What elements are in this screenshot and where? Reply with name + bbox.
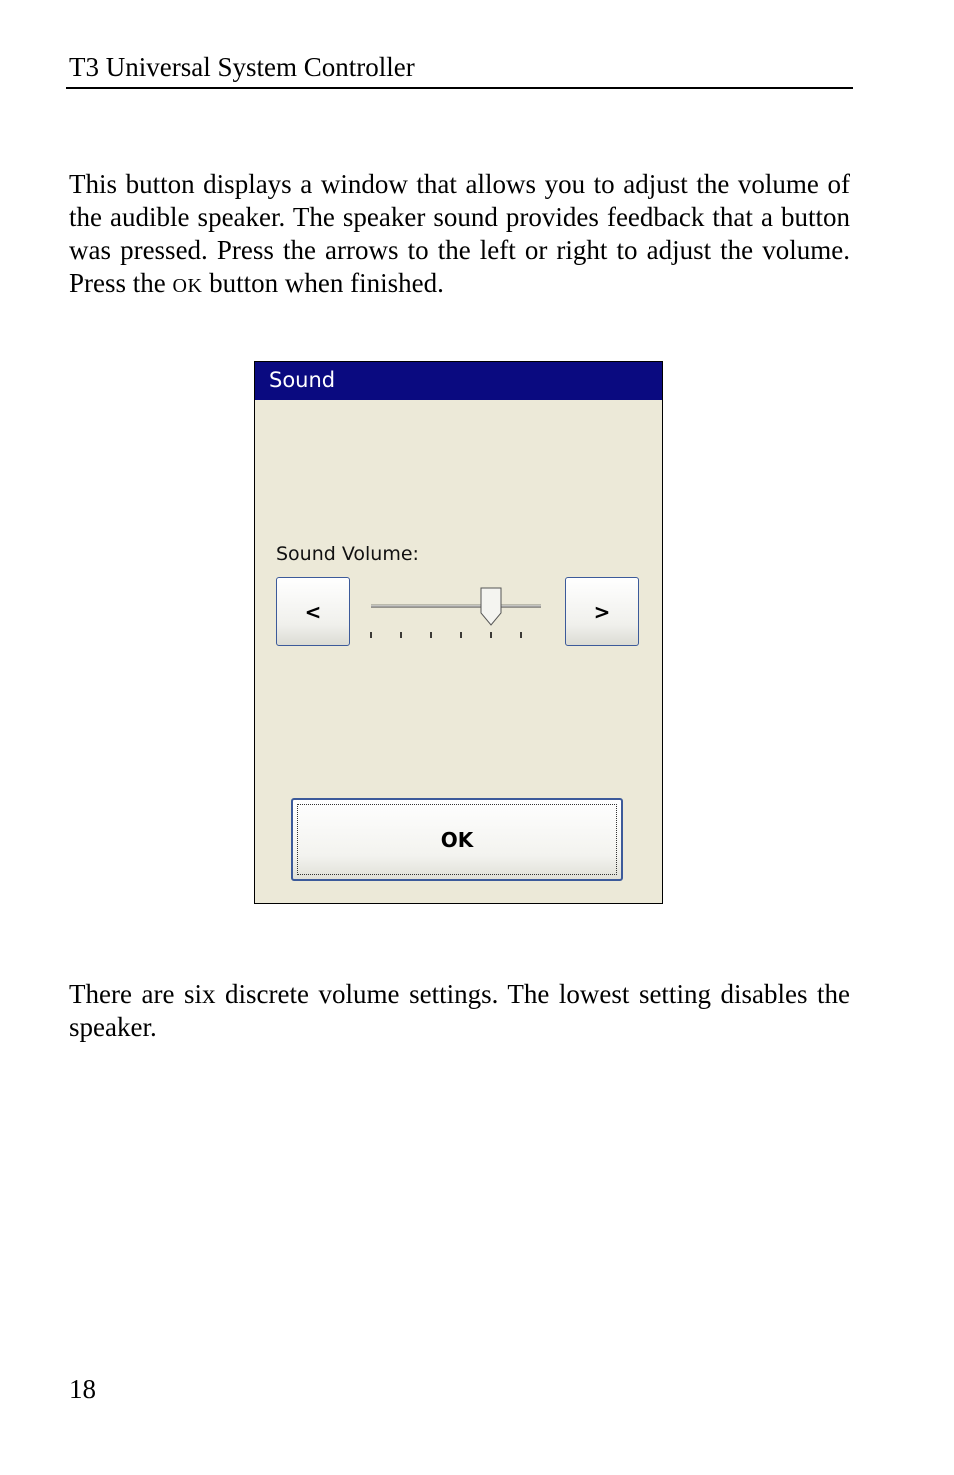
volume-decrease-label: < (304, 599, 322, 624)
volume-slider[interactable] (360, 577, 550, 647)
slider-ticks (371, 632, 521, 638)
volume-decrease-button[interactable] (276, 577, 350, 646)
header-rule (66, 87, 853, 89)
volume-increase-label: > (593, 599, 611, 624)
ok-button[interactable] (291, 798, 623, 881)
slider-thumb[interactable] (481, 588, 501, 625)
ok-button-label: OK (440, 827, 474, 852)
intro-ok-word: OK (172, 275, 203, 297)
slider-track (371, 605, 541, 607)
footer-paragraph: There are six discrete volume settings. The lowest setting disables the speaker. (69, 979, 850, 1042)
intro-text-end: button when finished. (202, 268, 444, 298)
dialog-titlebar[interactable] (255, 362, 662, 400)
running-header: T3 Universal System Controller (69, 52, 415, 82)
intro-text-start: This button displays a window that allows you to adjust the volume of the audible speaker. The speaker sound provides feedback that a button was pressed. Press the arrows to the left or right to adjust the volume. Press the (69, 169, 850, 298)
page-number: 18 (69, 1374, 96, 1404)
sound-dialog (254, 361, 663, 904)
sound-volume-label: Sound Volume: (276, 543, 419, 565)
intro-paragraph (69, 168, 850, 303)
dialog-title: Sound (269, 368, 336, 392)
volume-increase-button[interactable] (565, 577, 639, 646)
